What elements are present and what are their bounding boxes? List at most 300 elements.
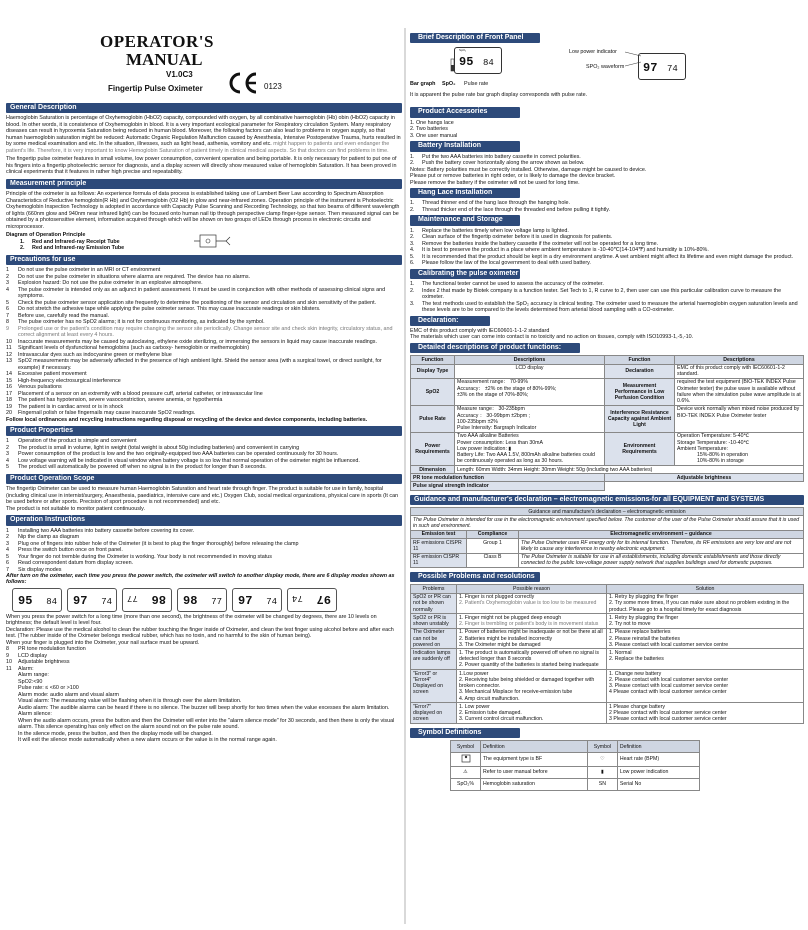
item-number: 2.: [410, 287, 415, 294]
problem-cell: The Oximeter can not be powered on: [411, 628, 457, 649]
list-item: [6, 287, 402, 300]
alarm-line: SpO2:<90: [18, 678, 43, 685]
list-item: [410, 301, 804, 314]
item-number: 6.: [410, 260, 415, 267]
item-text: Six display modes: [18, 566, 62, 573]
problems-header-solution: Solution: [607, 585, 804, 593]
front-panel-diagram: [410, 45, 804, 105]
item-number: 5: [6, 464, 9, 471]
low-power-label: Low power indicator: [569, 49, 617, 56]
problem-row: [411, 649, 804, 670]
cleaning-declaration: Declaration: Please use the medical alcohol to clean the rubber touching the finger inside of Oximeter, and clean the test finger using alcohol before and after each test. (The rubber inside of the Oximeter belongs medical rubber, which has no toxin, and no harmful to the skin of human being).: [6, 626, 394, 640]
item-text: Thread thinner end of the hang lace through the hanging hole.: [422, 200, 571, 207]
spo2-label: SpO₂: [442, 81, 456, 88]
item-number: 10: [6, 659, 12, 666]
heart-rate-icon: ♡: [587, 753, 617, 766]
display-modes-note: After turn on the oximeter, each time you press the power switch, the oximeter will switch to another display mode, there are 6 display modes shown as follows:: [6, 572, 395, 586]
item-text: Please follow the law of the local government to deal with used battery.: [422, 260, 591, 267]
item-number: 2.: [410, 160, 415, 167]
emc-heading: Guidance and manufacturer's declaration – electromagnetic emissions-for all EQUIPMENT and SYSTEMS: [410, 495, 804, 505]
item-number: 9: [6, 325, 9, 332]
problem-cell: "Error7" displayed on screen: [411, 703, 457, 724]
symbols-table: [450, 740, 700, 790]
problem-row: [411, 628, 804, 649]
item-number: 9: [6, 652, 9, 659]
low-battery-icon: ▮: [508, 445, 512, 452]
problem-cell: SpO2 or PR can not be shown normally: [411, 593, 457, 614]
battery-note: Notes: Battery polarities must be correctly installed. Otherwise, damage might be caused to device.: [410, 166, 647, 173]
pr-tone-row: PR tone modulation function: [411, 474, 605, 482]
item-number: 5.: [410, 253, 415, 260]
reason-cell: 1. Finger might not be plugged deep enough 2. Finger is trembling or patient's body is in movement status: [457, 614, 607, 628]
item-number: 4.: [410, 247, 415, 254]
item-text: Check the pulse oximeter sensor application site frequently to determine the positioning of the sensor and circulation and skin sensitivity of the patient.: [18, 299, 377, 306]
problems-heading: Possible Problems and resolutions: [410, 572, 540, 582]
maintenance-list: [410, 228, 804, 267]
alarm-line: Visual alarm: The measuring value will be flashing when it is through over the alarm limitation.: [18, 698, 242, 705]
item-number: 11: [6, 665, 12, 672]
emc-intro: The Pulse Oximeter is intended for use in the electromagnetic environment specified below. The customer of the user of the Pulse Oximeter should assure that it is used in such and environment.: [411, 516, 804, 530]
symbols-header-def: Definition: [481, 741, 588, 753]
title-manual: MANUAL: [126, 50, 203, 69]
emc-row-test: RF emissions CISPR 11: [411, 539, 467, 553]
declaration-line-2: The materials which user can come into contact is no toxicity and no action on tissues, comply with ISO10993-1,-5,-10.: [410, 334, 694, 341]
mode-spo2-value: 97: [73, 593, 88, 608]
item-number: 1.: [410, 153, 415, 160]
item-number: 4: [6, 286, 9, 293]
specs-header-desc-2: Descriptions: [675, 356, 804, 364]
item-number: 1: [6, 267, 9, 274]
item-number: 7: [6, 566, 9, 573]
item-number: 2: [6, 273, 9, 280]
feature-list: [6, 646, 402, 672]
accessories-heading: Product Accessories: [410, 107, 520, 117]
instructions-list: [6, 528, 402, 573]
item-text: Placement of a sensor on an extremity with a blood pressure cuff, arterial catheter, or intravascular line: [18, 390, 263, 397]
mode-pr-value: 77: [211, 596, 222, 607]
item-number: 18: [6, 397, 12, 404]
item-number: 4: [6, 457, 9, 464]
mode-spo2-value: 98: [183, 593, 198, 608]
declaration-line-1: EMC of this product comply with IEC60601-1-1-2 standard: [410, 327, 550, 334]
item-text: The product is small in volume, light in weight (total weight is about 50g including batteries) and convenient in carrying: [18, 444, 300, 451]
diagram-items: [20, 239, 192, 252]
diagram-item: 2. Red and Infrared-ray Emission Tube: [20, 245, 125, 252]
display-spo2-value-2: 97: [643, 61, 658, 76]
item-text: Significant levels of dysfunctional hemoglobins (such as carboxy- hemoglobin or methemoglobin): [18, 345, 250, 352]
problem-cell: SpO2 or PR is shown unstably: [411, 614, 457, 628]
item-text: Power consumption of the product is low and the two originally-equipped two AAA batteries can be operated continuously for 30 hours.: [18, 451, 339, 458]
emc-header-compliance: Compliance: [467, 530, 519, 538]
general-text: Haemoglobin Saturation is percentage of Oxyhemoglobin (HbO2) capacity, compounded with oxygen, by all combinative haemoglobin (Hb) obin (HbO2) capacity in blood. In other words, it is consistence of Oxyhemoglobin in blood. It is a very important ecological parameter for Respiratory circulation System. Many respiratory diseases can result in hypoxemia Saturation being reduced in human blood. Moreover, the following factors can also lead to problems in oxygen supply, so that human haemoglobin saturation might be reduced: Automatic Organic Regulation Malfunction caused by Anesthesia, Intensive Postoperative Trauma, hurts resulted in by some medical examination and etc. In the situation, illnesses, such as light head, asthenia, vomitory and etc.: [6, 115, 401, 148]
pulse-rate-spec-label: Pulse Rate: [411, 405, 455, 432]
problem-row: [411, 703, 804, 724]
item-number: 1.: [410, 200, 415, 207]
problems-table: [410, 584, 804, 724]
item-number: 20: [6, 410, 12, 417]
list-item: [6, 464, 402, 470]
mode-spo2-value: 95: [18, 593, 33, 608]
symbols-header-symbol: Symbol: [451, 741, 481, 753]
list-item: [410, 260, 804, 266]
item-number: 8: [6, 646, 9, 653]
empty-cell: [605, 482, 804, 490]
item-text: Push the battery cover horizontally along the arrow shown as below.: [422, 160, 585, 167]
battery-steps: [410, 154, 804, 167]
scope-paragraph: The fingertip Oximeter can be used to measure human Haemoglobin Saturation and heart rate through finger. The product is suitable for use in family, hospital (including clinical use in internist/surgery, Anaesthesia, paediatrics, intensive care and etc.) Oxygen Club, social medical organizations, physical care in sports (It can be used before or after sports. Precision of sport procedure is not recommended) and etc.: [6, 486, 399, 506]
problem-row: [411, 593, 804, 614]
alarm-line: Alarm silence:: [18, 711, 52, 718]
signal-strength-row: Pulse signal strength indicator: [411, 482, 605, 490]
product-subtitle: Fingertip Pulse Oximeter: [108, 84, 203, 93]
list-item: [6, 410, 402, 416]
item-text: The product will automatically be powered off when no signal is in the product for longer than 8 seconds.: [18, 464, 267, 471]
alarm-line: Alarm range:: [18, 672, 49, 679]
symbol-def: Heart rate (BPM): [617, 753, 699, 766]
symbol-def: Refer to user manual before: [481, 766, 588, 778]
manual-header: [6, 28, 402, 100]
item-text: Clean surface of the fingertip oximeter before it is used in diagnosis for patients.: [422, 234, 613, 241]
lace-steps: [410, 200, 804, 213]
pulse-rate-label: Pulse rate: [464, 81, 489, 88]
symbols-heading: Symbol Definitions: [410, 728, 520, 738]
ambient-light-desc: Device work normally when mixed noise produced by BIO-TEK INDEX Pulse Oximeter tester: [675, 405, 804, 432]
properties-list: [6, 438, 402, 470]
reason-cell: 1.Low power 2. Receiving tube being shielded or damaged together with broken connector. 3. Mechanical Misplace for receive-emission tube 4. Amp circuit malfunction.: [457, 670, 607, 703]
reason-cell: 1. The product is automatically powered off when no signal is detected longer than 8 seconds 2. Power quantity of the batteries is started being inadequate: [457, 649, 607, 670]
power-spec-label: Power Requirements: [411, 432, 455, 465]
accessory-item: 2. Two batteries: [410, 126, 448, 133]
item-text: It is best to preserve the product in a place where ambient temperature is -10-40℃(14-104℉) and humidity is 10%-80%.: [422, 247, 709, 254]
emc-row-compliance: Group 1: [467, 539, 519, 553]
bar-graph-note: It is apparent the pulse rate bar graph display corresponds with pulse rate.: [410, 92, 588, 99]
item-text: Installing two AAA batteries into battery cassette before covering its cover.: [18, 527, 195, 534]
display-modes: [12, 588, 402, 612]
display-pr-value-2: 74: [667, 64, 678, 75]
precautions-list: [6, 267, 402, 416]
scope-heading: Product Operation Scope: [6, 474, 402, 484]
specs-header-function-2: Function: [605, 356, 675, 364]
low-perfusion-label: Measurement Performance in Low Perfusion Condition: [605, 378, 675, 405]
item-number: 2.: [410, 206, 415, 213]
problems-header-problem: Problems: [411, 585, 457, 593]
bar-graph-label: Bar graph: [410, 81, 436, 88]
battery-heading: Battery Installation: [410, 141, 520, 151]
alarm-line: In the silence mode, press the button, and then the display mode will be changed.: [18, 730, 213, 737]
specs-header-desc: Descriptions: [455, 356, 605, 364]
item-text: Replace the batteries timely when low voltage lamp is lighted.: [422, 227, 569, 234]
item-number: 3.: [410, 300, 415, 307]
mode-pr-value: 84: [46, 596, 57, 607]
declaration-heading: Declaration:: [410, 316, 490, 326]
front-panel-display-2: [638, 53, 686, 80]
specs-header-function: Function: [411, 356, 455, 364]
item-text: Do not stretch the adhesive tape while applying the pulse oximeter sensor. This may cause inaccurate readings or skin blisters.: [18, 306, 321, 313]
item-number: 5: [6, 299, 9, 306]
bar-graph-icon: [450, 57, 456, 73]
item-number: 11: [6, 345, 12, 352]
list-item: [6, 666, 402, 672]
item-text: Your finger do not tremble during the Oximeter is working. Your body is not recommended in moving status: [18, 553, 272, 560]
emc-row-env: The Pulse Oximeter uses RF energy only for its internal function. Therefore, its RF emissions are very low and are not likely to cause any interference in nearby electronic equipment.: [519, 539, 804, 553]
alarm-line: When the audio alarm occurs, press the button and then the Oximeter will enter into the "alarm silence mode" for 30 seconds, and then there is only the visual alarm. This silence operating has only effect on the alarm sound not on the pulse rate sound.: [18, 717, 395, 731]
item-number: 7: [6, 312, 9, 319]
symbols-header-def-2: Definition: [617, 741, 699, 753]
item-text: Low voltage warning will be indicated in visual window when battery voltage is so low that normal operation of the oximeter might be influenced.: [18, 457, 360, 464]
emc-row-test: RF emission CISPR 11: [411, 553, 467, 567]
solution-cell: 1 Please change battery 2 Please contact with local customer service center 3 Please contact with local customer service center: [607, 703, 804, 724]
low-perfusion-desc: required the test equipment (BIO-TEK INDEX Pulse Oximeter tester) the pulse wave is available without failure when the simulation pulse wave amplitude is at 0.6%.: [675, 378, 804, 405]
item-text: Press the switch button once on front panel.: [18, 547, 123, 554]
mode-pr-value: 74: [266, 596, 277, 607]
item-number: 1.: [410, 227, 415, 234]
item-number: 10: [6, 338, 12, 345]
environment-label: Environment Requirements: [605, 432, 675, 465]
item-text: Before use, carefully read the manual.: [18, 312, 110, 319]
battery-note: Please remove the battery if the oximeter will not be used for long time.: [410, 179, 580, 186]
item-text: The functional tester cannot be used to assess the accuracy of the oximeter.: [422, 281, 604, 288]
item-text: The test methods used to establish the SpO₂ accuracy is clinical testing. The oximeter used to measure the arterial haemoglobin oxygen saturation levels and these levels are to be compared to the levels determined from arterial blood sampling with a CO-oximeter.: [422, 300, 798, 314]
spo2-symbol: SpO₂%: [451, 778, 481, 790]
item-text: Plug one of fingers into rubber hole of the Oximeter (it is best to plug the finger thoroughly) before releasing the clamp: [18, 540, 299, 547]
item-number: 17: [6, 390, 12, 397]
principle-diagram-icon: [192, 232, 242, 252]
warning-icon: ⚠: [451, 766, 481, 778]
item-number: 1: [6, 527, 9, 534]
spo2-label-mini: SpO₂: [459, 48, 467, 53]
calibrating-heading: Calibrating the pulse oximeter: [410, 269, 520, 279]
alarm-line: Audio alarm: The audible alarms can be heard if there is no silence. The buzzer will beep shortly for two times when the value excesses the alarm limitation.: [18, 704, 390, 711]
display-mode-screen: [177, 588, 227, 612]
spo2-spec-label: SpO2: [411, 378, 455, 405]
item-number: 2.: [410, 234, 415, 241]
emc-table: [410, 507, 804, 568]
version-label: V1.0C3: [166, 70, 193, 79]
specs-table: [410, 355, 804, 490]
battery-notes: [410, 167, 804, 186]
instructions-heading: Operation Instructions: [6, 515, 402, 525]
item-number: 3: [6, 451, 9, 458]
item-number: 6: [6, 560, 9, 567]
display-pr-value: 84: [483, 58, 494, 69]
display-type-desc: LCD display: [455, 364, 605, 378]
problem-cell: "Error3" or "Error4" Displayed on screen: [411, 670, 457, 703]
list-item: [410, 160, 804, 166]
finger-plug-note: When your finger is plugged into the Oximeter, your nail surface must be upward.: [6, 639, 200, 646]
item-text: High-frequency electrosurgical interference: [18, 377, 121, 384]
solution-cell: 1. Retry by plugging the finger 2. Try some more times, If you can make sure about no problem existing in the product. Please go to a hospital timely for exact diagnosis: [607, 593, 804, 614]
lace-heading: Hang Lace Installation: [410, 188, 520, 198]
item-text: Remove the batteries inside the battery cassette if the oximeter will not be operated for a long time.: [422, 240, 659, 247]
accessory-item: 1. One hangs lace: [410, 119, 454, 126]
mode-spo2-value: 86: [151, 591, 166, 606]
item-text: Read correspondent datum from display screen.: [18, 560, 134, 567]
item-text: Explosion hazard: Do not use the pulse oximeter in an explosive atmosphere.: [18, 280, 203, 287]
specs-heading: Detailed descriptions of product functions:: [410, 343, 580, 353]
bf-type-icon: [451, 753, 481, 766]
item-text: Prolonged use or the patient's condition may require changing the sensor site periodically. Change sensor site and check skin integrity, circulatory status, and correct alignment at least every 4 hours.: [18, 325, 393, 339]
list-item: [6, 358, 402, 371]
front-panel-heading: Brief Description of Front Panel: [410, 33, 540, 43]
item-number: 8: [6, 319, 9, 326]
solution-cell: 1. Please replace batteries 2. Please reinstall the batteries 3. Please contact with local customer service centre: [607, 628, 804, 649]
symbol-def: Hemoglobin saturation: [481, 778, 588, 790]
item-number: 3: [6, 540, 9, 547]
item-number: 3.: [410, 240, 415, 247]
item-number: 1.: [410, 281, 415, 288]
item-number: 15: [6, 377, 12, 384]
declaration-desc: EMC of this product comply with IEC60601-1-2 standard.: [675, 364, 804, 378]
display-mode-screen: [287, 588, 337, 612]
item-text: The patient has hypotension, severe vasoconstriction, severe anemia, or hypothermia: [18, 397, 223, 404]
dimension-label: Dimension: [411, 466, 455, 474]
item-number: 6: [6, 306, 9, 313]
item-number: 2: [6, 534, 9, 541]
mode-pr-value: 74: [101, 596, 112, 607]
diagram-title: Diagram of Operation Principle: [6, 232, 86, 239]
reason-cell: 1. Power of batteries might be inadequate or not be there at all 2. Batteries might be installed incorrectly 3. The Oximeter might be damaged: [457, 628, 607, 649]
spo2-spec-desc: Measurement range： 70-99% Accuracy： ±2% on the stage of 80%-99%; ±3% on the stage of 70%-80%;: [455, 378, 605, 405]
display-spo2-value: 95: [459, 55, 474, 70]
emc-header-environment: Electromagnetic environment – guidance: [519, 530, 804, 538]
sn-symbol: SN: [587, 778, 617, 790]
scope-paragraph-2: The product is not suitable to monitor patient continuously.: [6, 505, 145, 512]
precautions-heading: Precautions for use: [6, 255, 402, 265]
accessories-list: [410, 120, 804, 139]
item-number: 1: [6, 438, 9, 445]
item-text: Do not use the pulse oximeter in situations where alarms are required. The device has no alarms.: [18, 273, 251, 280]
accessory-item: 3. One user manual: [410, 132, 458, 139]
alarm-line: Alarm mode: audio alarm and visual alarm: [18, 691, 119, 698]
item-text: The pulse oximeter has no SpO2 alarms; it is not for continuous monitoring, as indicated by the symbol.: [18, 319, 265, 326]
emc-row-compliance: Class B: [467, 553, 519, 567]
adjustable-brightness-row: Adjustable brightness: [605, 474, 804, 482]
display-mode-screen: [67, 588, 117, 612]
reason-cell: 1. Finger is not plugged correctly 2. Patient's Oxyhemoglobin value is too low to be measured: [457, 593, 607, 614]
battery-note: Please put or remove batteries in right order, or is likely to damage the device bracket.: [410, 173, 616, 180]
solution-cell: 1. Retry by plugging the finger 2. Try not to move: [607, 614, 804, 628]
general-paragraph-2: The fingertip pulse oximeter features in small volume, low power consumption, convenient operation and being portable. It is only necessary for patient to put one of his fingers into a fingertip photoelectric sensor for diagnosis, and a display screen will directly show measured value of hemoglobin Saturation. It has been proved in clinical experiments that it features in rather high precise and repeatability.: [6, 156, 397, 176]
brightness-paragraph: When you press the power switch for a long time (more than one second), the brightness of the oximeter will be changed by degrees, there are 10 levels on brightness; the default level is level four.: [6, 613, 377, 627]
title-operators: OPERATOR'S: [100, 32, 214, 51]
general-text-gray: might happen to patients and even endanger the patient's life. Therefore, it is very important to know Hemoglobin Saturation of patient timely in clinical medical aspects. So that doctors can find problems in time.: [6, 141, 390, 154]
item-number: 14: [6, 371, 12, 378]
emc-header-test: Emission test: [411, 530, 467, 538]
ambient-light-label: Interference Resistance Capacity against Ambient Light: [605, 405, 675, 432]
symbols-header-symbol-2: Symbol: [587, 741, 617, 753]
item-text: Index 2 that made by Biotek company is a function tester. Set Tech to 1, R curve to 2, then user can use this particular calibration curve to measure the oximeter.: [422, 287, 782, 301]
power-spec-desc: Two AAA alkaline Batteries Power consumption: Less than 30mA Low power indication: ▮ Battery Life: Two AAA 1.5V, 800mAh alkaline batteries could be continuously operated as long as 30 hours.: [455, 432, 605, 465]
right-column: [410, 31, 804, 791]
item-text: The patient is in cardiac arrest or is in shock: [18, 403, 124, 410]
ce-mark-icon: [226, 72, 260, 100]
front-panel-display-1: [454, 47, 502, 74]
calibrating-list: [410, 281, 804, 313]
maintenance-heading: Maintenance and Storage: [410, 215, 520, 225]
item-text: Thread thicker end of the lace through the threaded end before pulling it tightly.: [422, 206, 611, 213]
item-number: 3: [6, 280, 9, 287]
mode-pr-value: 77: [127, 592, 138, 603]
symbol-def: Low power indication: [617, 766, 699, 778]
problems-header-reason: Possible reason: [457, 585, 607, 593]
alarm-line: Pulse rate: ≤ <60 or >100: [18, 685, 79, 692]
reason-cell: 1. Low power 2. Emission tube damaged. 3. Current control circuit malfunction.: [457, 703, 607, 724]
mode-spo2-value: 97: [316, 591, 331, 606]
alarm-details: [18, 672, 402, 743]
properties-heading: Product Properties: [6, 426, 402, 436]
ce-number: 0123: [264, 82, 282, 91]
item-text: It is recommended that the product should be kept in a dry environment anytime. A wet ambient might affect its lifetime and even might damage the product.: [422, 253, 794, 260]
list-item: [410, 207, 804, 213]
item-text: Do not use the pulse oximeter in an MRI or CT environment: [18, 267, 161, 274]
item-text: Put the two AAA batteries into battery cassette in correct polarities.: [422, 153, 581, 160]
mode-pr-value: 74: [292, 592, 303, 603]
item-text: Nip the clamp as diagram: [18, 534, 80, 541]
item-number: 2: [6, 444, 9, 451]
emc-subheading: Guidance and manufacture's declaration – electromagnetic emission: [411, 508, 804, 516]
item-number: 12: [6, 351, 12, 358]
solution-cell: 1. Normal 2. Replace the batteries: [607, 649, 804, 670]
problem-cell: Indication lamps are suddenly off: [411, 649, 457, 670]
solution-cell: 1. Change new battery 2. Please contact with local customer service center 3. Please contact with local customer service center 4 Please contact with local customer service center: [607, 670, 804, 703]
item-text: The pulse oximeter is intended only as an adjunct in patient assessment. It must be used in conjunction with other methods of assessing clinical signs and symptoms.: [18, 286, 386, 300]
fold-line: [404, 28, 406, 924]
problem-row: [411, 614, 804, 628]
item-text: PR tone modulation function: [18, 646, 86, 653]
spo2-waveform-label: SPO₂ waveform: [586, 64, 625, 71]
list-item: [410, 288, 804, 301]
display-mode-screen: [232, 588, 282, 612]
item-number: 13: [6, 358, 12, 365]
alarm-line: It will exit the silence mode automatically when a new alarm occurs or the value is in the normal range again.: [18, 737, 277, 744]
item-number: 5: [6, 553, 9, 560]
problem-row: [411, 670, 804, 703]
measure-heading: Measurement principle: [6, 179, 402, 189]
emc-row-env: The Pulse Oximeter is suitable for use in all establishments, including domestic establishments and those directly connected to the public low-voltage power supply network that supplies buildings used for domestic purposes.: [519, 553, 804, 567]
environment-desc: Operation Temperature: 5-40℃ Storage Temperature: -10-40℃ Ambient Temperature: 15%-80% in operation 10%-80% in storage: [675, 432, 804, 465]
pulse-rate-spec-desc: Measure range： 30-235bpm Accuracy ： 30-99bpm ±2bpm ; 100-235bpm ±2% Pulse Intensity: Bargraph Indicator: [455, 405, 605, 432]
display-type-label: Display Type: [411, 364, 455, 378]
item-number: 19: [6, 403, 12, 410]
symbol-def: The equipment type is BF: [481, 753, 588, 766]
declaration-label: Declaration: [605, 364, 675, 378]
display-mode-screen: [12, 588, 62, 612]
item-number: 16: [6, 384, 12, 391]
symbol-def: Serial No: [617, 778, 699, 790]
left-column: [6, 28, 402, 744]
item-text: Fingernail polish or false fingernails may cause inaccurate SpO2 readings.: [18, 410, 196, 417]
diagram-item: 1. Red and Infrared-ray Receipt Tube: [20, 238, 120, 245]
display-mode-screen: [122, 588, 172, 612]
measure-paragraph: Principle of the oximeter is as follows: An experience formula of data process is established taking use of Lambert Beer Law according to Spectrum Absorption Characteristics of Reductive hemoglobin(R Hb) and Oxyhemoglobin (O2 Hb) in glow and near-infrared zones. Operation principle of the instrument is Photoelectric Oxyhemoglobin Inspection Technology is adopted in accordance with Capacity Pulse Scanning and Recording Technology, so that two beams of different wavelength of lights (660nm glow and 940nm near infrared light) can be focused onto human nail tip through perspective clamp finger-type sensor. Then measured signal can be obtained by a photosensitive element, information acquired through which will be shown on two groups of LEDs through process in electronic circuits and microprocessor.: [6, 191, 400, 230]
general-paragraph: [6, 115, 402, 154]
item-text: Inaccurate measurements may be caused by autoclaving, ethylene oxide sterilizing, or immersing the sensors in liquid may cause inaccurate readings.: [18, 338, 377, 345]
item-text: SpO2 measurements may be adversely affected in the presence of high ambient light. Shield the sensor area (with a surgical towel, or direct sunlight, for example) if necessary.: [18, 358, 382, 371]
item-text: Intravascular dyes such as indocyanine green or methylene blue: [18, 351, 172, 358]
low-power-icon: ▮: [587, 766, 617, 778]
item-text: Operation of the product is simple and convenient: [18, 438, 137, 445]
item-text: LCD display: [18, 652, 48, 659]
item-text: Excessive patient movement: [18, 371, 87, 378]
item-text: Venous pulsations: [18, 384, 62, 391]
general-heading: General Description: [6, 103, 402, 113]
item-text: Alarm:: [18, 665, 34, 672]
dimension-desc: Length: 60mm Width: 34mm Height: 30mm Weight: 50g (including two AAA batteries): [455, 466, 804, 474]
item-number: 4: [6, 547, 9, 554]
principle-diagram-block: [6, 232, 402, 252]
mode-spo2-value: 97: [238, 593, 253, 608]
item-text: Adjustable brightness: [18, 659, 70, 666]
